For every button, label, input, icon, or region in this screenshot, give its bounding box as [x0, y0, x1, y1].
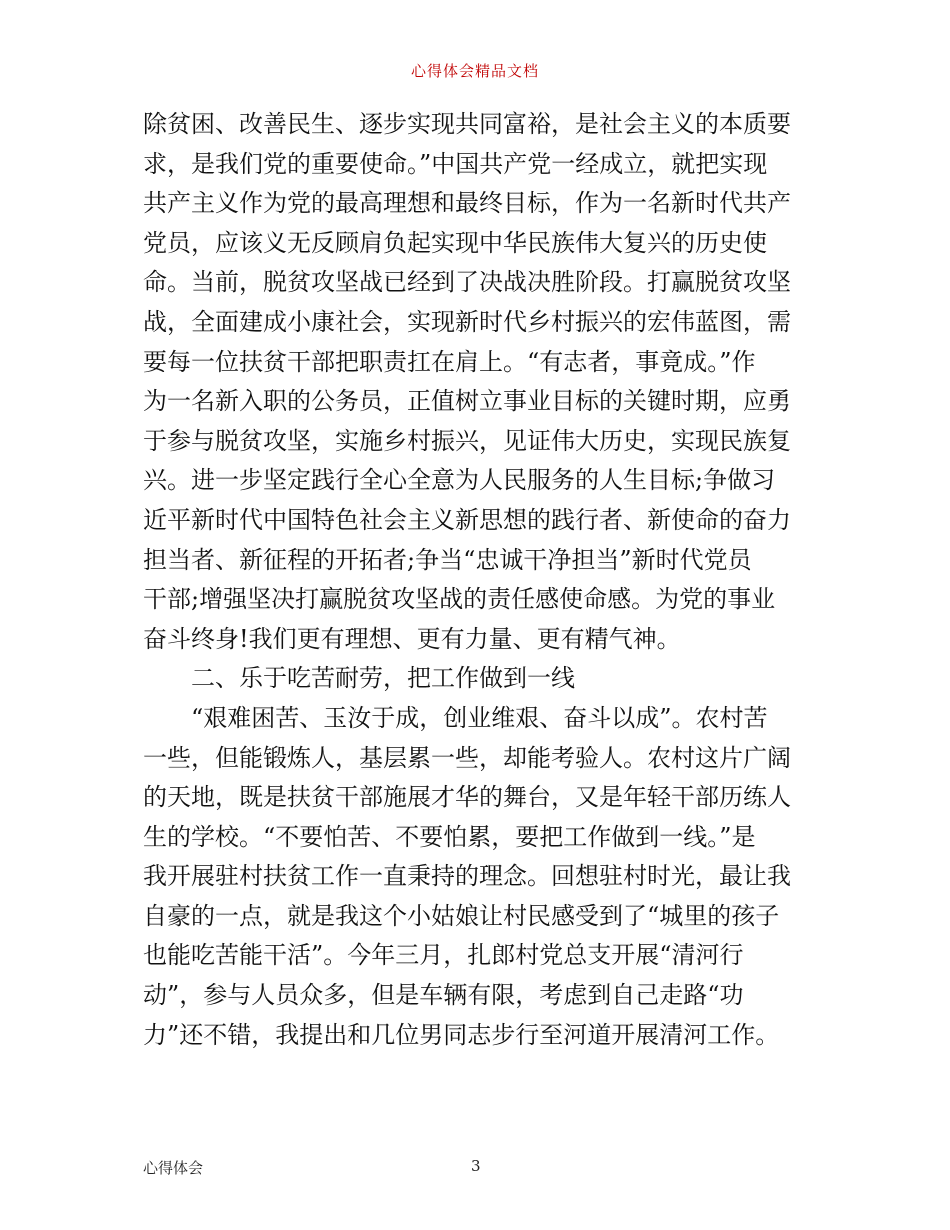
text-line: 命。当前，脱贫攻坚战已经到了决战决胜阶段。打赢脱贫攻坚 — [143, 268, 791, 297]
text-line: 要每一位扶贫干部把职责扛在肩上。“有志者，事竟成。”作 — [143, 347, 756, 376]
text-line: 战，全面建成小康社会，实现新时代乡村振兴的宏伟蓝图，需 — [143, 307, 791, 336]
body-text — [143, 105, 813, 1055]
section-heading: 二、乐于吃苦耐劳，把工作做到一线 — [191, 664, 575, 693]
text-line: 一些，但能锻炼人，基层累一些，却能考验人。农村这片广阔 — [143, 743, 791, 772]
page-header-title: 心得体会精品文档 — [410, 62, 539, 80]
text-line: 动”，参与人员众多，但是车辆有限，考虑到自己走路“功 — [143, 981, 744, 1010]
text-line: “艰难困苦、玉汝于成，创业维艰、奋斗以成”。农村苦 — [191, 703, 768, 732]
text-line: 生的学校。“不要怕苦、不要怕累，要把工作做到一线。”是 — [143, 822, 756, 851]
text-line: 兴。进一步坚定践行全心全意为人民服务的人生目标;争做习 — [143, 466, 776, 495]
text-line: 担当者、新征程的开拓者;争当“忠诚干净担当”新时代党员 — [143, 545, 752, 574]
text-line: 我开展驻村扶贫工作一直秉持的理念。回想驻村时光，最让我 — [143, 862, 791, 891]
text-line: 力”还不错，我提出和几位男同志步行至河道开展清河工作。 — [143, 1020, 780, 1049]
text-line: 近平新时代中国特色社会主义新思想的践行者、新使命的奋力 — [143, 505, 791, 534]
text-line: 于参与脱贫攻坚，实施乡村振兴，见证伟大历史，实现民族复 — [143, 426, 791, 455]
text-line: 共产主义作为党的最高理想和最终目标，作为一名新时代共产 — [143, 189, 791, 218]
text-line: 奋斗终身!我们更有理想、更有力量、更有精气神。 — [143, 624, 681, 653]
text-line: 干部;增强坚决打赢脱贫攻坚战的责任感使命感。为党的事业 — [143, 585, 776, 614]
footer-label: 心得体会 — [143, 1159, 204, 1177]
text-line: 为一名新入职的公务员，正值树立事业目标的关键时期，应勇 — [143, 387, 791, 416]
text-line: 的天地，既是扶贫干部施展才华的舞台，又是年轻干部历练人 — [143, 783, 791, 812]
page-number: 3 — [471, 1157, 481, 1175]
text-line: 自豪的一点，就是我这个小姑娘让村民感受到了“城里的孩子 — [143, 901, 780, 930]
text-line: 也能吃苦能干活”。今年三月，扎郎村党总支开展“清河行 — [143, 941, 744, 970]
text-line: 党员，应该义无反顾肩负起实现中华民族伟大复兴的历史使 — [143, 228, 767, 257]
text-line: 除贫困、改善民生、逐步实现共同富裕，是社会主义的本质要 — [143, 110, 791, 138]
text-line: 求，是我们党的重要使命。”中国共产党一经成立，就把实现 — [143, 149, 768, 178]
